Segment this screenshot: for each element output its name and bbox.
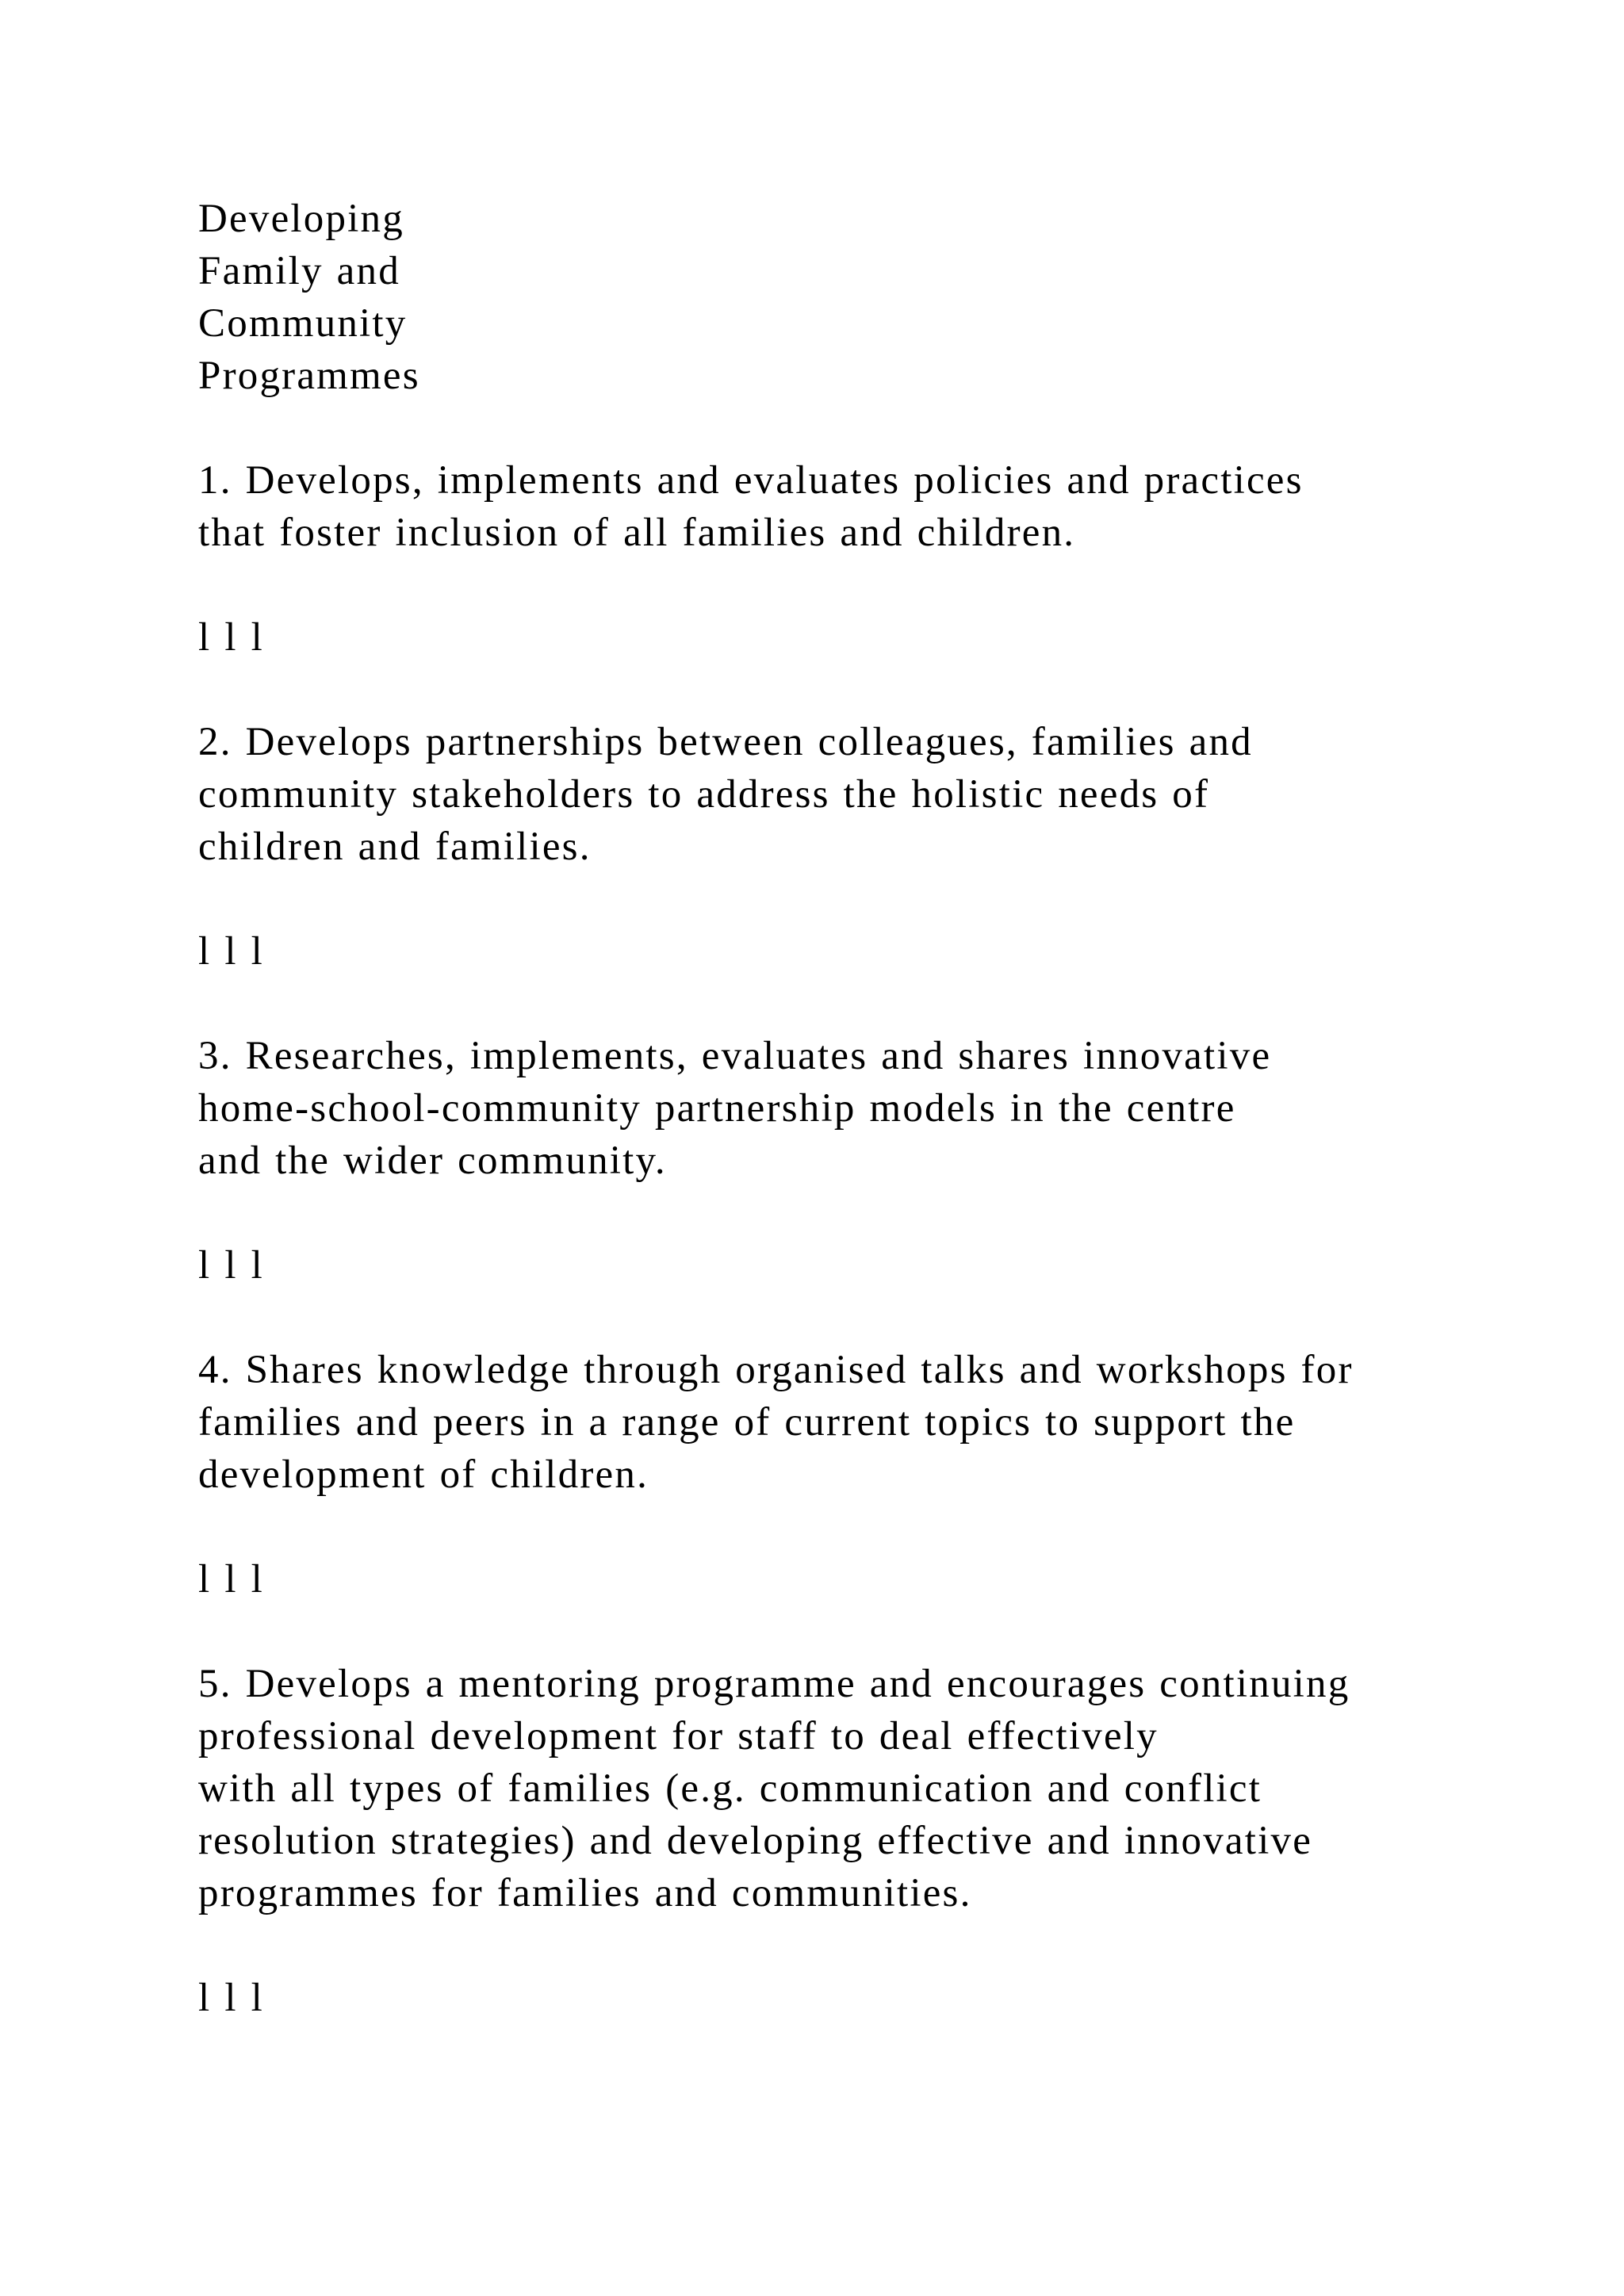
criterion-text-line: 4. Shares knowledge through organised talks and workshops for [198, 1348, 1354, 1392]
criterion-3-rating: l l l [198, 1243, 265, 1288]
criterion-text-line: 2. Develops partnerships between colleagues, families and [198, 720, 1253, 764]
criterion-text-line: resolution strategies) and developing effective and innovative [198, 1819, 1313, 1863]
criterion-5 [198, 1658, 1546, 1919]
criterion-4 [198, 1344, 1546, 1501]
criterion-text-line: families and peers in a range of current topics to support the [198, 1400, 1296, 1445]
document-body [198, 193, 1546, 2076]
criterion-text-line: and the wider community. [198, 1138, 667, 1183]
criterion-text-line: development of children. [198, 1452, 649, 1497]
title-line: Developing [198, 197, 404, 241]
title-line: Programmes [198, 354, 420, 398]
criterion-4-rating: l l l [198, 1557, 265, 1601]
title-line: Family and [198, 249, 400, 293]
criterion-3 [198, 1030, 1546, 1187]
criterion-5-rating: l l l [198, 1976, 265, 2020]
criterion-text-line: programmes for families and communities. [198, 1871, 972, 1915]
criterion-text-line: with all types of families (e.g. communication and conflict [198, 1766, 1262, 1811]
criterion-text-line: professional development for staff to deal effectively [198, 1714, 1159, 1758]
criterion-text-line: that foster inclusion of all families and children. [198, 511, 1076, 555]
criterion-2-rating: l l l [198, 929, 265, 974]
criterion-text-line: 3. Researches, implements, evaluates and shares innovative [198, 1034, 1272, 1078]
title-line: Community [198, 301, 408, 346]
page-title [198, 193, 1546, 402]
criterion-1-rating: l l l [198, 615, 265, 660]
criterion-text-line: home-school-community partnership models in the centre [198, 1086, 1236, 1131]
criterion-2 [198, 716, 1546, 873]
criterion-text-line: 5. Develops a mentoring programme and encourages continuing [198, 1662, 1350, 1706]
criterion-text-line: 1. Develops, implements and evaluates policies and practices [198, 458, 1304, 503]
criterion-text-line: community stakeholders to address the holistic needs of [198, 772, 1210, 817]
criterion-1 [198, 454, 1546, 559]
criterion-text-line: children and families. [198, 825, 592, 869]
